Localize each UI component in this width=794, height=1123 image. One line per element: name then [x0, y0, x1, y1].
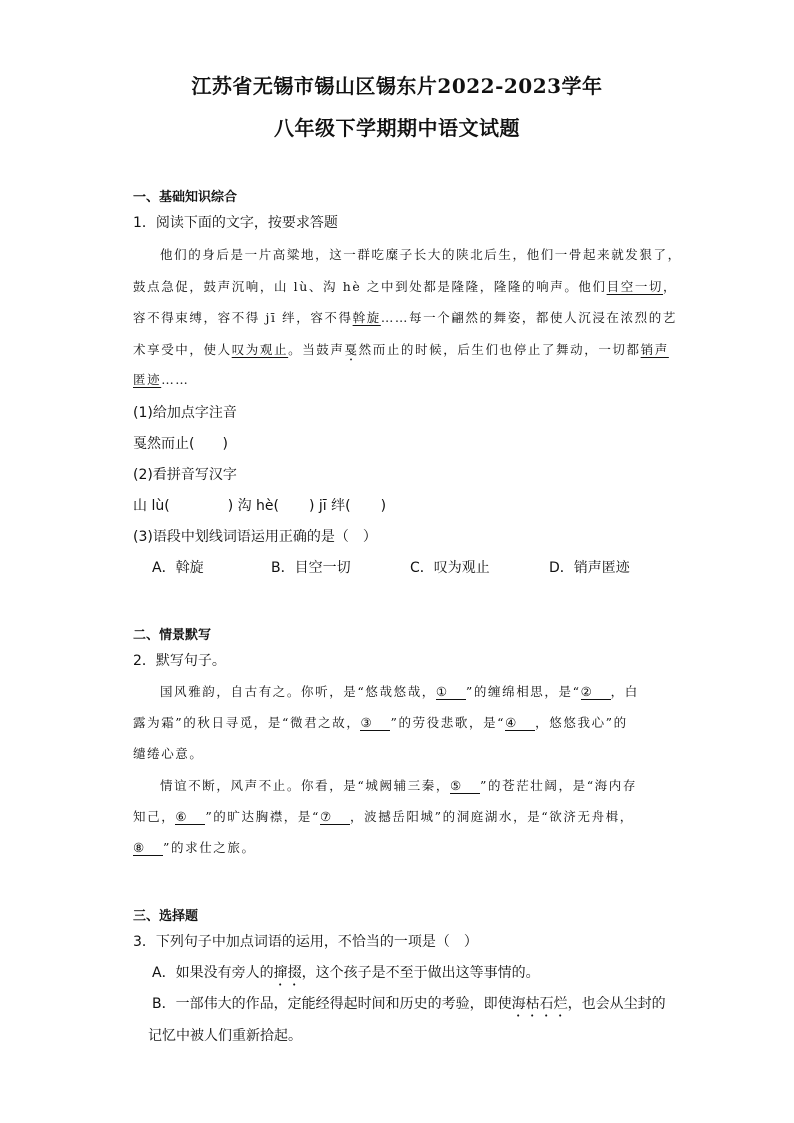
question-3-option-b[interactable]: B．一部伟大的作品，定能经得起时间和历史的考验，即使海枯石烂，也会从尘封的 — [152, 996, 666, 1012]
underlined-term-niji: 匿迹 — [133, 372, 162, 387]
blank-3[interactable]: ③ — [360, 715, 390, 731]
passage-line-2: 鼓点急促，鼓声沉响，山 lù、沟 hè 之中到处都是隆隆，隆隆的响声。他们目空一切， — [133, 279, 678, 294]
blank-1[interactable]: ① — [436, 684, 466, 700]
blank-2[interactable]: ② — [581, 684, 611, 700]
blank-4[interactable]: ④ — [505, 715, 535, 731]
question-3-option-b-cont: 记忆中被人们重新拾起。 — [148, 1028, 302, 1044]
option-a[interactable]: A．斡旋 — [152, 560, 204, 576]
recitation-line-5: 知己，⑥ ”的旷达胸襟，是“⑦ ，波撼岳阳城”的洞庭湖水，是“欲济无舟楫， — [133, 809, 634, 824]
sub-question-1: (1)给加点字注音 — [133, 405, 237, 421]
recitation-line-1: 国风雅韵，自古有之。你听，是“悠哉悠哉，① ”的缠绵相思，是“② ，白 — [160, 684, 639, 699]
blank-6[interactable]: ⑥ — [175, 809, 205, 825]
dotted-term-cuanduo: 撺掇 — [273, 965, 302, 981]
option-c[interactable]: C．叹为观止 — [410, 560, 490, 576]
underlined-term-xiaosheng: 销声 — [640, 342, 669, 357]
recitation-line-3: 缱绻心意。 — [133, 746, 204, 761]
underlined-term-woxuan: 斡旋 — [352, 310, 381, 325]
underlined-term-tanweiguanzhi: 叹为观止 — [231, 342, 289, 357]
recitation-line-2: 露为霜”的秋日寻觅，是“微君之故，③ ”的劳役悲歌，是“④ ，悠悠我心”的 — [133, 715, 628, 730]
passage-line-5: 匿迹…… — [133, 372, 190, 387]
sub-question-2-items: 山 lù( ) 沟 hè( ) jī 绊( ) — [133, 498, 387, 514]
underlined-term-mukongyiqie: 目空一切 — [606, 279, 664, 294]
question-2-stem: 2．默写句子。 — [133, 653, 226, 669]
passage-line-3: 容不得束缚，容不得 jī 绊，容不得斡旋……每一个翩然的舞姿，都使人沉浸在浓烈的艺 — [133, 310, 677, 325]
sub-question-2: (2)看拼音写汉字 — [133, 467, 237, 483]
recitation-line-4: 情谊不断，风声不止。你看，是“城阙辅三秦，⑤ ”的苍茫壮阔，是“海内存 — [160, 778, 637, 793]
section-heading-basic-knowledge: 一、基础知识综合 — [133, 190, 238, 205]
option-d[interactable]: D．销声匿迹 — [549, 560, 630, 576]
question-3-option-a[interactable]: A．如果没有旁人的撺掇，这个孩子是不至于做出这等事情的。 — [152, 965, 540, 981]
sub-question-3: (3)语段中划线词语运用正确的是（ ） — [133, 529, 377, 545]
passage-line-1: 他们的身后是一片高粱地，这一群吃糜子长大的陕北后生，他们一骨起来就发狠了， — [160, 247, 682, 262]
blank-5[interactable]: ⑤ — [450, 778, 480, 794]
passage-line-4: 术享受中，使人叹为观止。当鼓声戛然而止的时候，后生们也停止了舞动，一切都销声 — [133, 342, 669, 357]
blank-8[interactable]: ⑧ — [133, 840, 163, 856]
section-heading-multiple-choice: 三、选择题 — [133, 909, 199, 924]
recitation-line-6: ⑧ ”的求仕之旅。 — [133, 840, 256, 855]
dotted-term-haikushilan: 海枯石烂 — [511, 996, 568, 1012]
question-1-stem: 1．阅读下面的文字，按要求答题 — [133, 215, 338, 231]
dotted-char-jia: 戛 — [344, 342, 359, 357]
document-title-line1: 江苏省无锡市锡山区锡东片2022-2023学年 — [191, 74, 603, 98]
blank-7[interactable]: ⑦ — [320, 809, 350, 825]
sub-question-1-item: 戛然而止( ) — [133, 436, 228, 452]
option-b[interactable]: B．目空一切 — [271, 560, 351, 576]
section-heading-recitation: 二、情景默写 — [133, 628, 212, 643]
question-3-stem: 3．下列句子中加点词语的运用，不恰当的一项是（ ） — [133, 934, 478, 950]
document-title-line2: 八年级下学期期中语文试题 — [274, 116, 520, 140]
